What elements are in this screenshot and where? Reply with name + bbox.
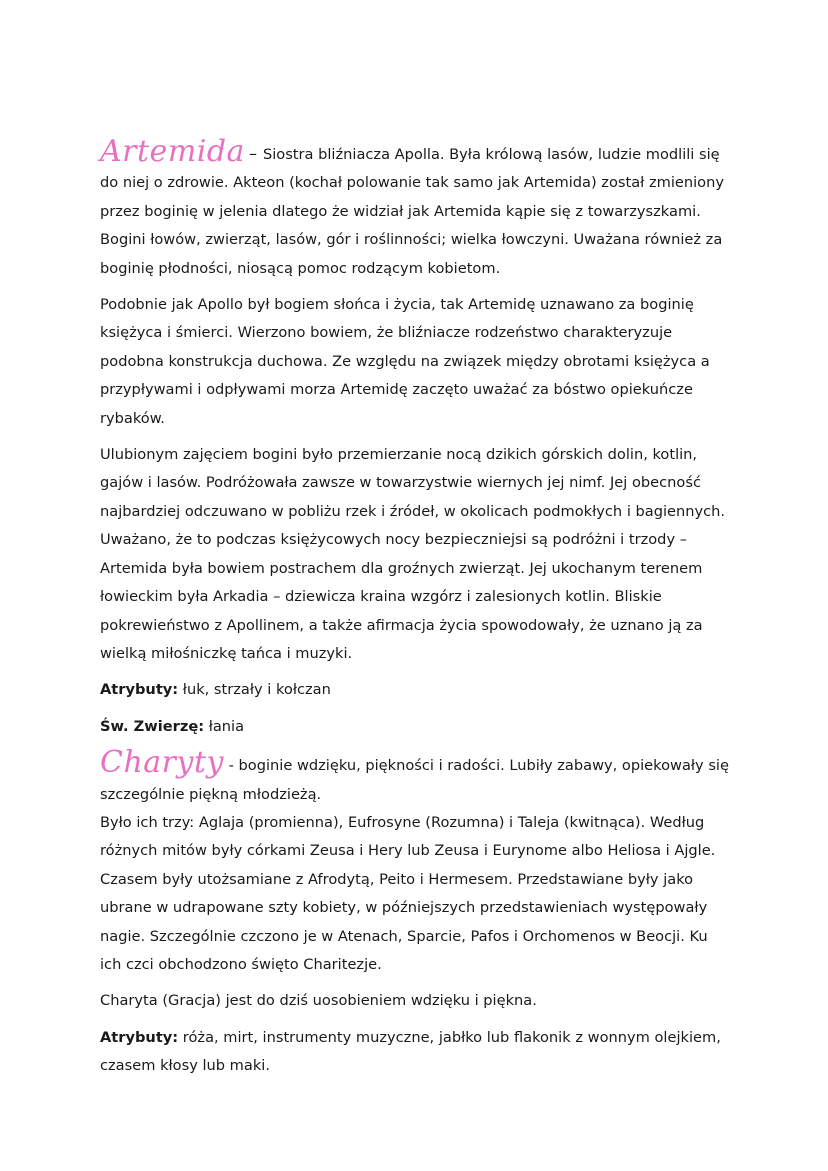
charyty-paragraph-2: Było ich trzy: Aglaja (promienna), Eufrosyne (Rozumna) i Taleja (kwitnąca). Według różnych mitów były córkami Zeusa i Hery lub Zeusa i Eurynome albo Heliosa i Ajgle. Czasem były utożsamiane z Afrodytą, Peito i Hermesem. Przedstawiane były jako ubrane w udrapowane szty kobiety, w późniejszych przedstawieniach występowały nagie. Szczególnie czczono je w Atenach, Sparcie, Pafos i Orchomenos w Beocji. Ku ich czci obchodzono święto Charitezje. bbox=[100, 813, 716, 973]
charyty-intro-paragraph bbox=[100, 745, 732, 809]
charyty-intro-text: - boginie wdzięku, piękności i radości. Lubiły zabawy, opiekowały się szczególnie piękną młodzieżą. bbox=[100, 757, 729, 803]
artemida-intro-text: Siostra bliźniacza Apolla. Była królową lasów, ludzie modlili się do niej o zdrowie. Akteon (kochał polowanie tak samo jak Artemida) został zmieniony przez boginię w jelenia dlatego że widział jak Artemida kąpie się z towarzyszkami. Bogini łowów, zwierząt, lasów, gór i roślinności; wielka łowczyni. Uważana również za boginię płodności, niosącą pomoc rodzącym kobietom. bbox=[100, 146, 724, 277]
artemida-attributes bbox=[100, 676, 732, 704]
artemida-heading: Artemida bbox=[100, 134, 245, 169]
document-page bbox=[100, 134, 732, 1089]
charyty-heading: Charyty bbox=[100, 745, 224, 781]
artemida-sacred-animal bbox=[100, 713, 732, 741]
attributes-value: łuk, strzały i kołczan bbox=[178, 681, 331, 699]
charyty-attributes-label: Atrybuty: bbox=[100, 1028, 179, 1046]
charyty-paragraph-3: Charyta (Gracja) jest do dziś uosobieniem wdzięku i piękna. bbox=[100, 992, 537, 1010]
sacred-animal-label: Św. Zwierzę: bbox=[100, 717, 205, 735]
heading-dash: – bbox=[248, 144, 257, 163]
artemida-paragraph-3: Ulubionym zajęciem bogini było przemierzanie nocą dzikich górskich dolin, kotlin, gajów i lasów. Podróżowała zawsze w towarzystwie wiernych jej nimf. Jej obecność najbardziej odczuwano w pobliżu rzek i źródeł, w okolicach podmokłych i bagiennych. Uważano, że to podczas księżycowych nocy bezpieczniejsi są podróżni i trzody – Artemida była bowiem postrachem dla groźnych zwierząt. Jej ukochanym terenem łowieckim była Arkadia – dziewicza kraina wzgórz i zalesionych kotlin. Bliskie pokrewieństwo z Apollinem, a także afirmacja życia spowodowały, że uznano ją za wielką miłośniczkę tańca i muzyki. bbox=[100, 446, 726, 662]
charyty-attributes bbox=[100, 1024, 732, 1081]
charyty-attributes-value: róża, mirt, instrumenty muzyczne, jabłko lub flakonik z wonnym olejkiem, czasem kłosy lub maki. bbox=[100, 1028, 721, 1075]
artemida-paragraph-2: Podobnie jak Apollo był bogiem słońca i życia, tak Artemidę uznawano za boginię księżyca i śmierci. Wierzono bowiem, że bliźniacze rodzeństwo charakteryzuje podobna konstrukcja duchowa. Ze względu na związek między obrotami księżyca a przypływami i odpływami morza Artemidę zaczęto uważać za bóstwo opiekuńcze rybaków. bbox=[100, 296, 710, 427]
sacred-animal-value: łania bbox=[204, 717, 245, 735]
artemida-intro-paragraph bbox=[100, 134, 732, 283]
attributes-label: Atrybuty: bbox=[100, 681, 179, 699]
